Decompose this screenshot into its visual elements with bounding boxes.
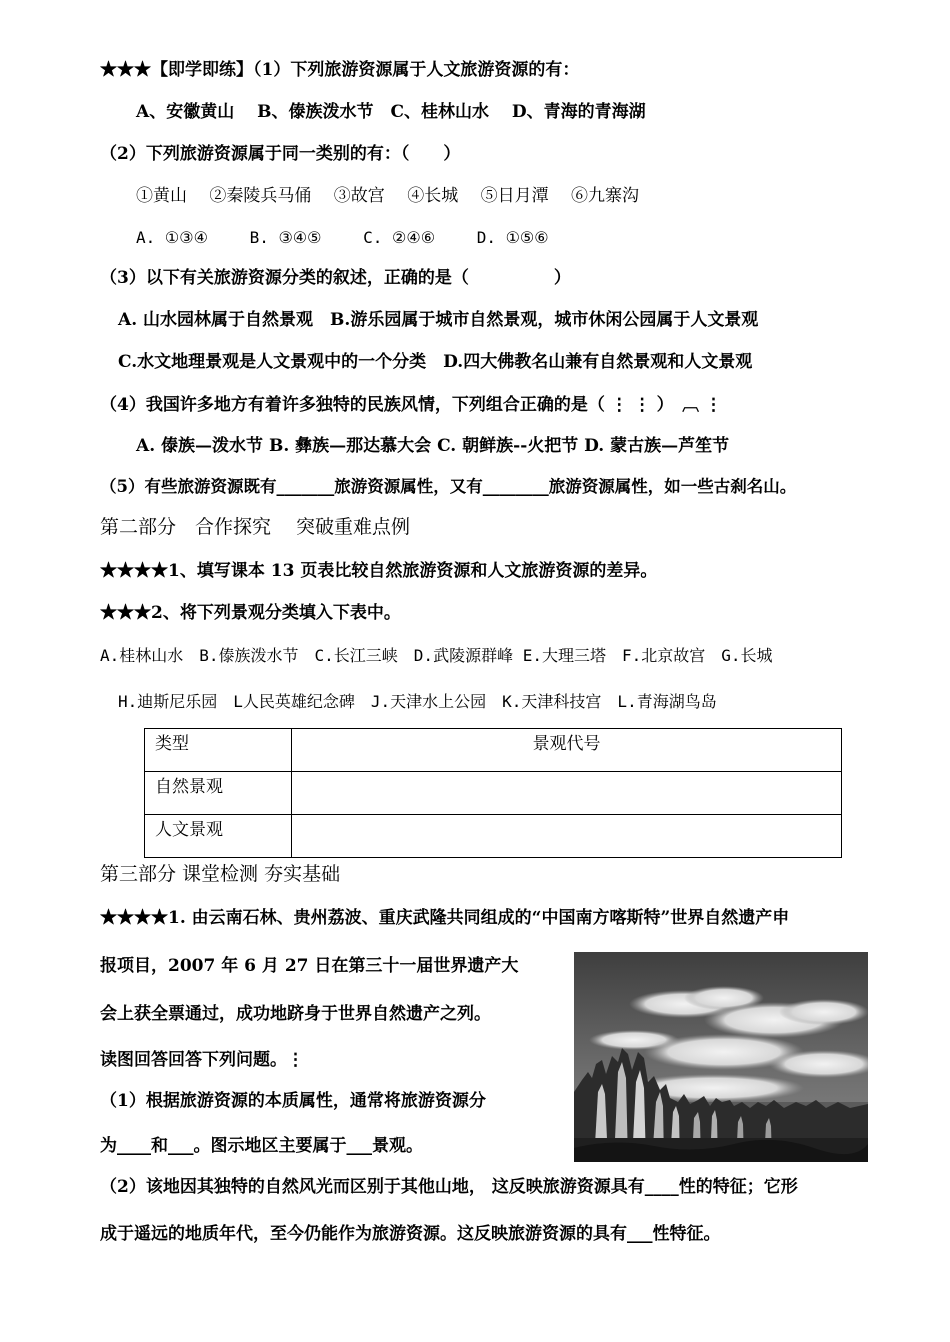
part3-p8: 成于遥远的地质年代，至今仍能作为旅游资源。这反映旅游资源的具有___性特征。 bbox=[100, 1224, 721, 1244]
q1-options: A、安徽黄山 B、傣族泼水节 C、桂林山水 D、青海的青海湖 bbox=[136, 102, 646, 122]
q4-options: A. 傣族—泼水节 B. 彝族—那达慕大会 C. 朝鲜族--火把节 D. 蒙古族—芦笙节 bbox=[136, 436, 730, 456]
table-row bbox=[145, 729, 842, 772]
table-row bbox=[145, 772, 842, 815]
table-row bbox=[145, 815, 842, 858]
part3-p2: 报项目，2007 年 6 月 27 日在第三十一届世界遗产大 bbox=[100, 956, 519, 976]
landscape-table bbox=[144, 728, 842, 858]
q2-options: A. ①③④ B. ③④⑤ C. ②④⑥ D. ①⑤⑥ bbox=[136, 228, 549, 247]
part2-task2: ★★★2、将下列景观分类填入下表中。 bbox=[100, 603, 401, 623]
table-header-code: 景观代号 bbox=[292, 729, 842, 772]
part3-heading: 第三部分 课堂检测 夯实基础 bbox=[100, 863, 341, 885]
part3-p3: 会上获全票通过，成功地跻身于世界自然遗产之列。 bbox=[100, 1004, 491, 1024]
table-cell-cultural-codes[interactable] bbox=[292, 815, 842, 858]
landscape-list-line2: H.迪斯尼乐园 L人民英雄纪念碑 J.天津水上公园 K.天津科技宫 L.青海湖鸟岛 bbox=[118, 692, 717, 711]
q3-line1: A. 山水园林属于自然景观 B.游乐园属于城市自然景观，城市休闲公园属于人文景观 bbox=[118, 310, 759, 330]
part3-p6: 为____和___。图示地区主要属于___景观。 bbox=[100, 1136, 423, 1156]
part2-heading: 第二部分 合作探究 突破重难点例 bbox=[100, 516, 411, 538]
stone-forest-image bbox=[574, 952, 868, 1162]
q5: （5）有些旅游资源既有_______旅游资源属性，又有________旅游资源属性，如一些古刹名山。 bbox=[100, 477, 797, 496]
table-header-type: 类型 bbox=[145, 729, 292, 772]
q3-stem: （3）以下有关旅游资源分类的叙述，正确的是（ ） bbox=[100, 268, 571, 288]
part3-p7: （2）该地因其独特的自然风光而区别于其他山地， 这反映旅游资源具有____性的特征；它形 bbox=[100, 1177, 798, 1197]
q2-stem: （2）下列旅游资源属于同一类别的有：（ ） bbox=[100, 144, 461, 164]
part2-task1: ★★★★1、填写课本 13 页表比较自然旅游资源和人文旅游资源的差异。 bbox=[100, 561, 658, 581]
q2-items: ①黄山 ②秦陵兵马俑 ③故宫 ④长城 ⑤日月潭 ⑥九寨沟 bbox=[136, 186, 640, 206]
q3-line2: C.水文地理景观是人文景观中的一个分类 D.四大佛教名山兼有自然景观和人文景观 bbox=[118, 352, 753, 372]
q4-stem: （4）我国许多地方有着许多独特的民族风情，下列组合正确的是（ ⋮ ⋮ ） ︹ ⋮ bbox=[100, 395, 723, 415]
landscape-list-line1: A.桂林山水 B.傣族泼水节 C.长江三峡 D.武陵源群峰 E.大理三塔 F.北京故宫 G.长城 bbox=[100, 646, 773, 665]
part3-p1: ★★★★1. 由云南石林、贵州荔波、重庆武隆共同组成的“中国南方喀斯特”世界自然遗产申 bbox=[100, 908, 790, 928]
part3-p5: （1）根据旅游资源的本质属性，通常将旅游资源分 bbox=[100, 1091, 486, 1111]
table-row-cultural: 人文景观 bbox=[145, 815, 292, 858]
table-row-natural: 自然景观 bbox=[145, 772, 292, 815]
part3-p4: 读图回答回答下列问题。⋮ bbox=[100, 1050, 304, 1070]
table-cell-natural-codes[interactable] bbox=[292, 772, 842, 815]
quiz-title: ★★★【即学即练】（1）下列旅游资源属于人文旅游资源的有： bbox=[100, 60, 580, 80]
stone-forest-photo bbox=[574, 952, 868, 1162]
